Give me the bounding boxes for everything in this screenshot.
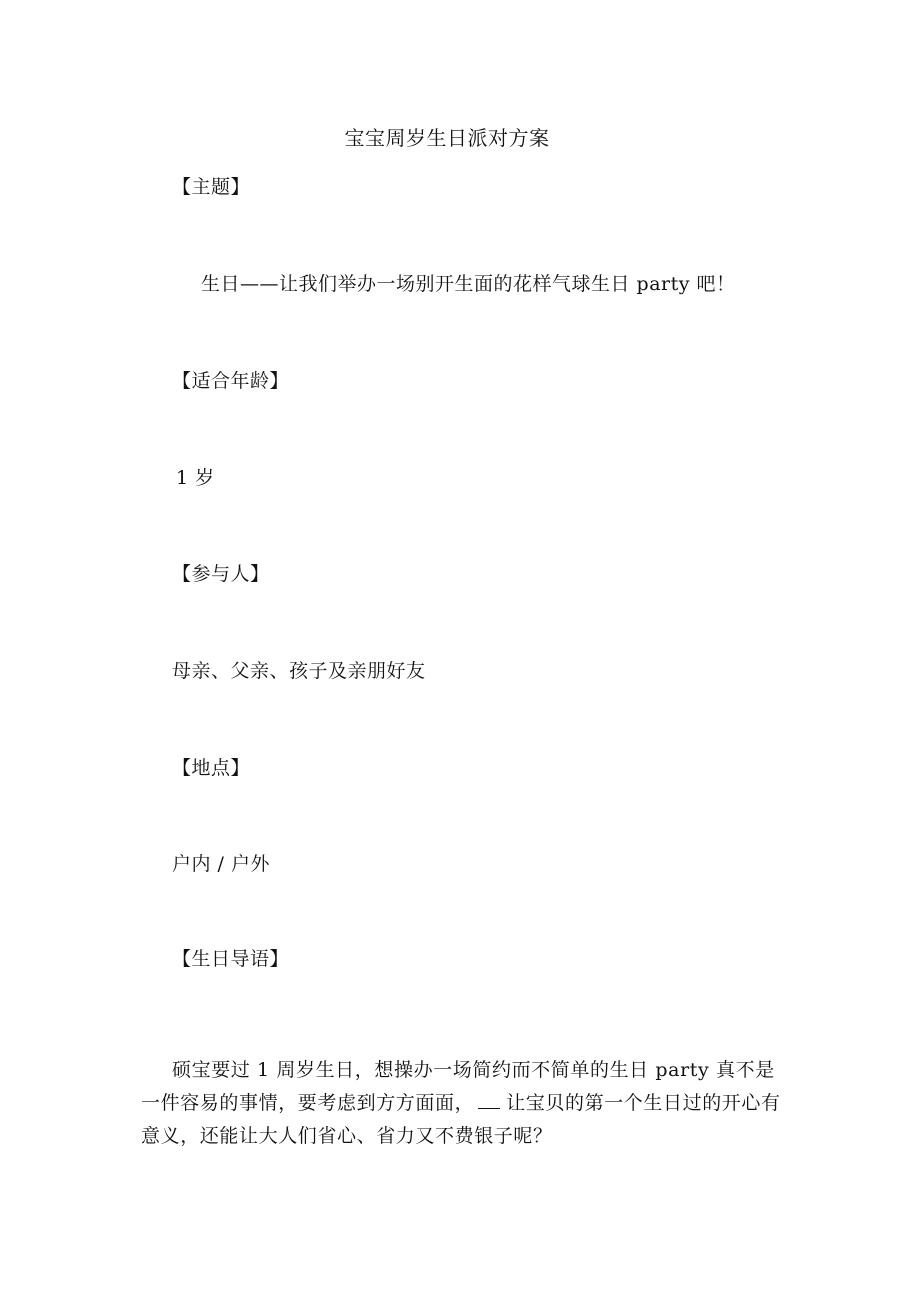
- intro-text-part2: 让宝贝的第一个生日过的开心有意义，还能让大人们省心、省力又不费银子呢？: [141, 1092, 781, 1147]
- participants-heading: 【参与人】: [172, 563, 270, 585]
- theme-heading: 【主题】: [172, 176, 251, 198]
- location-heading: 【地点】: [172, 757, 251, 779]
- participants-text: 母亲、父亲、孩子及亲朋好友: [172, 660, 426, 682]
- location-text: 户内 / 户外: [172, 853, 270, 875]
- intro-paragraph: [141, 1054, 781, 1153]
- page-title: 宝宝周岁生日派对方案: [344, 126, 550, 150]
- theme-text: 生日——让我们举办一场别开生面的花样气球生日 party 吧！: [201, 273, 736, 295]
- intro-heading: 【生日导语】: [172, 948, 290, 970]
- blank-underline: [478, 1090, 500, 1109]
- age-text: 1 岁: [176, 467, 215, 489]
- age-heading: 【适合年龄】: [172, 370, 290, 392]
- intro-text-part1: 硕宝要过 1 周岁生日，想操办一场简约而不简单的生日 party 真不是一件容易的事情，要考虑到方方面面，: [141, 1059, 775, 1114]
